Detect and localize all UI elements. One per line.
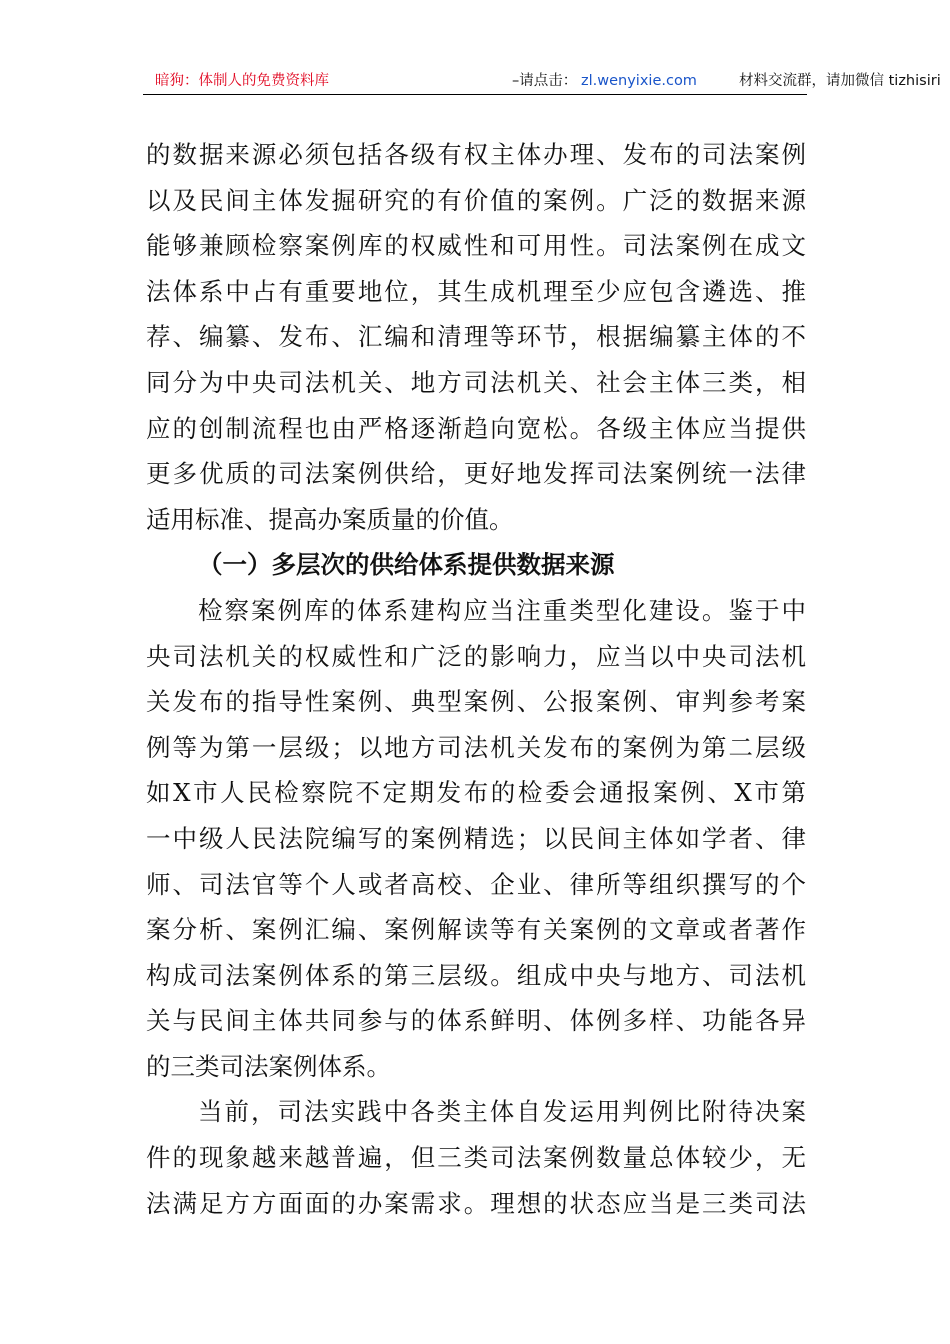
text-line: 法满足方方面面的办案需求。理想的状态应当是三类司法 bbox=[146, 1188, 806, 1218]
text-line: 关发布的指导性案例、典型案例、公报案例、审判参考案 bbox=[146, 687, 806, 717]
text-line: 同分为中央司法机关、地方司法机关、社会主体三类，相 bbox=[146, 367, 806, 397]
text-line: 构成司法案例体系的第三层级。组成中央与地方、司法机 bbox=[146, 960, 806, 990]
text-line: 以及民间主体发掘研究的有价值的案例。广泛的数据来源 bbox=[146, 185, 806, 215]
section-heading: （一）多层次的供给体系提供数据来源 bbox=[198, 550, 615, 580]
header-contact: 材料交流群，请加微信 tizhisiri bbox=[739, 73, 941, 89]
text-line: 关与民间主体共同参与的体系鲜明、体例多样、功能各异 bbox=[146, 1006, 806, 1036]
text-line: 央司法机关的权威性和广泛的影响力，应当以中央司法机 bbox=[146, 641, 806, 671]
text-line: 一中级人民法院编写的案例精选；以民间主体如学者、律 bbox=[146, 823, 806, 853]
text-line: 当前，司法实践中各类主体自发运用判例比附待决案 bbox=[198, 1097, 806, 1127]
text-line: 应的创制流程也由严格逐渐趋向宽松。各级主体应当提供 bbox=[146, 413, 806, 443]
text-line: 法体系中占有重要地位，其生成机理至少应包含遴选、推 bbox=[146, 276, 806, 306]
body-text bbox=[146, 132, 806, 1226]
text-line: 能够兼顾检察案例库的权威性和可用性。司法案例在成文 bbox=[146, 231, 806, 261]
text-line: 的三类司法案例体系。 bbox=[146, 1051, 391, 1081]
text-line: 师、司法官等个人或者高校、企业、律所等组织撰写的个 bbox=[146, 869, 806, 899]
header-brand: 暗狗：体制人的免费资料库 bbox=[155, 73, 329, 89]
header-prompt: –请点击： bbox=[512, 73, 578, 89]
text-line: 的数据来源必须包括各级有权主体办理、发布的司法案例 bbox=[146, 140, 806, 169]
text-line: 例等为第一层级；以地方司法机关发布的案例为第二层级 bbox=[146, 732, 806, 762]
text-line: 更多优质的司法案例供给，更好地发挥司法案例统一法律 bbox=[146, 459, 806, 489]
text-line: 适用标准、提高办案质量的价值。 bbox=[146, 504, 514, 534]
text-line: 检察案例库的体系建构应当注重类型化建设。鉴于中 bbox=[198, 595, 806, 625]
text-line: 案分析、案例汇编、案例解读等有关案例的文章或者著作 bbox=[146, 915, 806, 945]
text-line: 荐、编纂、发布、汇编和清理等环节，根据编纂主体的不 bbox=[146, 322, 806, 352]
page-header bbox=[143, 70, 941, 95]
text-line: 如X市人民检察院不定期发布的检委会通报案例、X市第 bbox=[146, 778, 806, 808]
header-link[interactable]: zl.wenyixie.com bbox=[581, 73, 697, 89]
text-line: 件的现象越来越普遍，但三类司法案例数量总体较少，无 bbox=[146, 1143, 806, 1173]
